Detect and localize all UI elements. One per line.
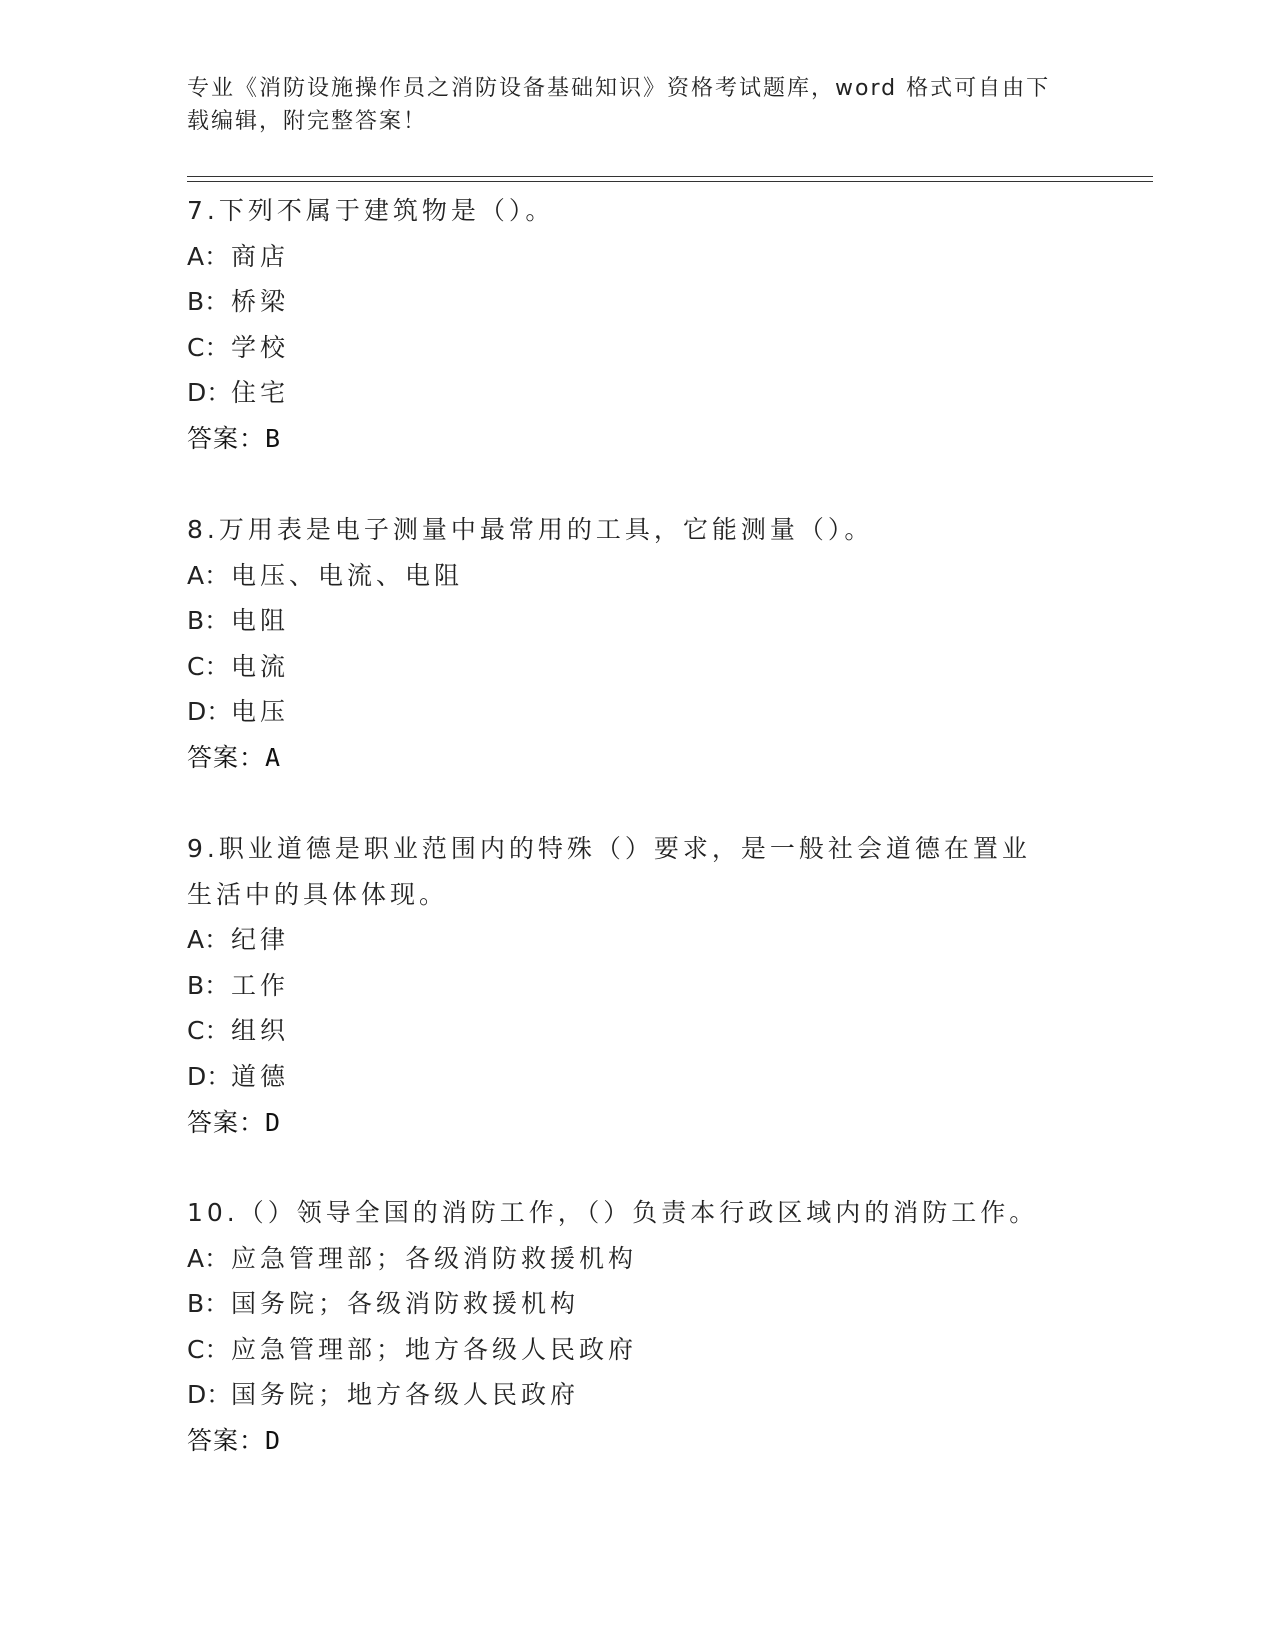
question-stem: 9.职业道德是职业范围内的特殊（）要求，是一般社会道德在置业生活中的具体体现。 (187, 834, 1031, 909)
answer-value: D (265, 1425, 282, 1455)
answer-line (187, 416, 1087, 462)
option-a (187, 917, 1087, 963)
option-label: C： (187, 651, 230, 681)
option-c (187, 325, 1087, 371)
answer-value: D (265, 1107, 282, 1137)
option-label: B： (187, 287, 230, 317)
option-label: A： (187, 925, 230, 955)
option-text: 应急管理部；地方各级人民政府 (231, 1334, 638, 1364)
option-d (187, 1372, 1087, 1418)
option-text: 工作 (231, 970, 290, 1000)
answer-value: A (265, 742, 282, 772)
option-text: 桥梁 (231, 287, 290, 317)
option-label: B： (187, 1289, 230, 1319)
answer-line (187, 1100, 1087, 1146)
option-text: 电阻 (231, 606, 290, 636)
header-rule-top (187, 176, 1153, 177)
answer-label: 答案： (187, 1107, 266, 1137)
option-c (187, 1327, 1087, 1373)
option-a (187, 1236, 1087, 1282)
answer-label: 答案： (187, 1425, 266, 1455)
option-d (187, 689, 1087, 735)
question-7 (187, 188, 1087, 462)
option-text: 商店 (231, 241, 290, 271)
answer-label: 答案： (187, 742, 266, 772)
document-header: 专业《消防设施操作员之消防设备基础知识》资格考试题库，word 格式可自由下载编辑，附完整答案！ (187, 76, 1051, 134)
option-c (187, 644, 1087, 690)
option-label: C： (187, 332, 230, 362)
option-text: 道德 (231, 1061, 290, 1091)
option-d (187, 1054, 1087, 1100)
option-a (187, 553, 1087, 599)
option-text: 组织 (231, 1016, 290, 1046)
option-b (187, 279, 1087, 325)
option-label: B： (187, 606, 230, 636)
option-text: 学校 (231, 332, 290, 362)
option-text: 国务院；各级消防救援机构 (231, 1289, 580, 1319)
answer-line (187, 735, 1087, 781)
option-text: 住宅 (231, 378, 290, 408)
option-b (187, 598, 1087, 644)
option-text: 电压 (231, 697, 290, 727)
question-stem: 8.万用表是电子测量中最常用的工具，它能测量（）。 (187, 515, 874, 544)
option-label: A： (187, 241, 230, 271)
option-text: 国务院；地方各级人民政府 (231, 1380, 580, 1410)
option-label: C： (187, 1334, 230, 1364)
question-stem: 7.下列不属于建筑物是（）。 (187, 196, 555, 225)
option-text: 电压、电流、电阻 (231, 560, 464, 590)
option-label: D： (187, 378, 232, 408)
option-b (187, 1281, 1087, 1327)
header-rule-bottom (187, 181, 1153, 182)
option-text: 应急管理部；各级消防救援机构 (231, 1243, 638, 1273)
option-text: 电流 (231, 651, 290, 681)
answer-label: 答案： (187, 423, 266, 453)
question-stem: 10.（）领导全国的消防工作，（）负责本行政区域内的消防工作。 (187, 1198, 1039, 1227)
option-label: A： (187, 560, 230, 590)
option-text: 纪律 (231, 925, 290, 955)
option-a (187, 234, 1087, 280)
question-8 (187, 507, 1087, 781)
option-label: D： (187, 1380, 232, 1410)
question-9 (187, 826, 1087, 1145)
option-label: A： (187, 1243, 230, 1273)
question-10 (187, 1190, 1087, 1464)
answer-value: B (265, 423, 282, 453)
option-c (187, 1008, 1087, 1054)
option-d (187, 370, 1087, 416)
option-label: D： (187, 697, 232, 727)
answer-line (187, 1418, 1087, 1464)
option-b (187, 963, 1087, 1009)
option-label: B： (187, 970, 230, 1000)
option-label: D： (187, 1061, 232, 1091)
option-label: C： (187, 1016, 230, 1046)
